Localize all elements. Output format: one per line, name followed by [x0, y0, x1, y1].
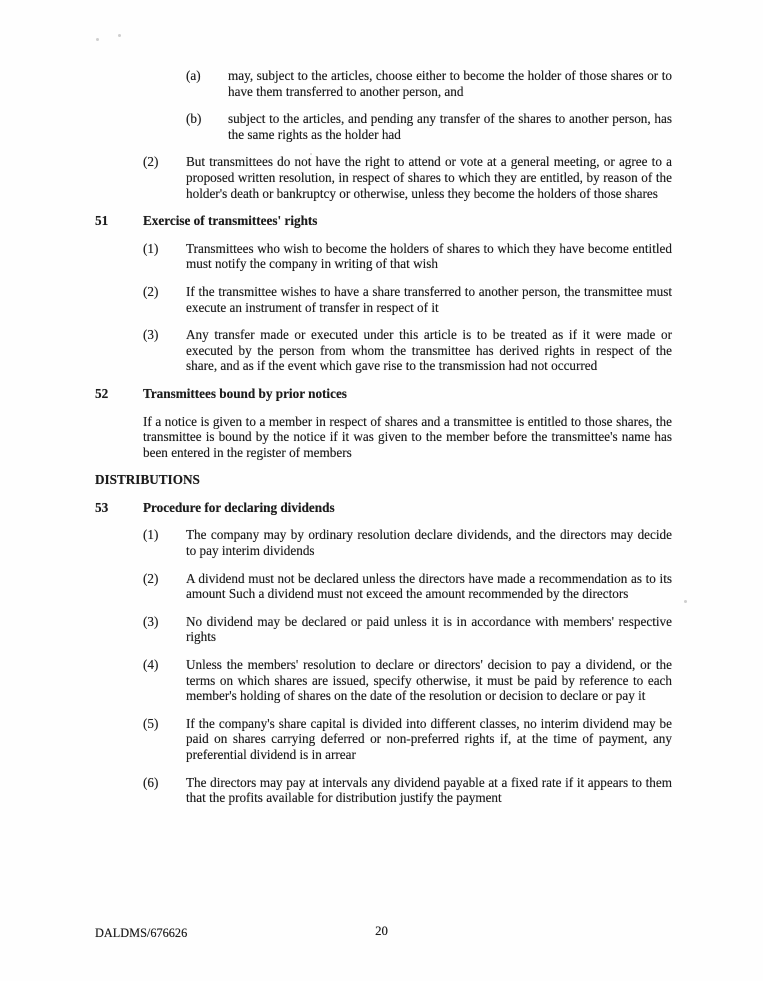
clause-text: Transmittees who wish to become the holders of shares to which they have become entitled must notify the company in writing of that wish	[186, 240, 672, 272]
clause-paragraph-52	[143, 414, 672, 461]
clause-item-51-3	[143, 327, 672, 374]
clause-item-53-1	[143, 527, 672, 558]
section-title: Transmittees bound by prior notices	[143, 385, 347, 401]
clause-text: No dividend may be declared or paid unless it is in accordance with members' respective rights	[186, 613, 672, 645]
section-53-heading	[95, 500, 672, 516]
clause-item-53-2	[143, 571, 672, 602]
distributions-heading	[95, 472, 672, 488]
clause-text: If a notice is given to a member in respect of shares and a transmittee is entitled to those shares, the transmittee is bound by the notice if it was given to the member before the transmittee's name has been entered in the register of members	[143, 413, 672, 460]
document-page	[95, 68, 672, 818]
clause-item-2	[143, 154, 672, 201]
scan-speck	[96, 38, 99, 41]
clause-sub-item-a	[186, 68, 672, 99]
clause-text: But transmittees do not have the right to attend or vote at a general meeting, or agree to a proposed written resolution, in respect of shares to which they are entitled, by reason of the holder's death or bankruptcy or otherwise, unless they become the holders of those shares	[186, 154, 672, 201]
clause-label: (5)	[143, 715, 159, 731]
clause-label: (1)	[143, 527, 159, 543]
clause-label: (2)	[143, 570, 159, 586]
clause-label: (a)	[186, 68, 201, 83]
section-title: Procedure for declaring dividends	[143, 499, 335, 515]
heading-text: DISTRIBUTIONS	[95, 472, 200, 488]
document-reference: DALDMS/676626	[95, 926, 188, 940]
clause-item-53-6	[143, 775, 672, 806]
clause-text: subject to the articles, and pending any transfer of the shares to another person, has the same rights as the holder had	[228, 111, 672, 142]
clause-text: If the transmittee wishes to have a share transferred to another person, the transmittee must execute an instrument of transfer in respect of it	[186, 283, 672, 315]
clause-item-53-3	[143, 614, 672, 645]
section-51-heading	[95, 213, 672, 229]
section-title: Exercise of transmittees' rights	[143, 213, 318, 229]
clause-label: (2)	[143, 283, 159, 299]
section-52-heading	[95, 386, 672, 402]
clause-label: (b)	[186, 111, 202, 127]
clause-label: (6)	[143, 774, 159, 790]
scan-speck	[310, 153, 312, 155]
clause-label: (3)	[143, 613, 159, 629]
clause-label: (4)	[143, 657, 159, 673]
section-number: 51	[95, 213, 109, 229]
page-number: 20	[375, 924, 388, 938]
scan-speck	[684, 600, 687, 603]
clause-text: The directors may pay at intervals any dividend payable at a fixed rate if it appears to them that the profits available for distribution justify the payment	[186, 774, 672, 806]
clause-text: Any transfer made or executed under this article is to be treated as if it were made or executed by the person from whom the transmittee has derived rights in respect of the share, and as if the event which gave rise to the transmission had not occurred	[186, 327, 672, 374]
clause-sub-item-b	[186, 111, 672, 142]
section-number: 52	[95, 385, 109, 401]
clause-text: A dividend must not be declared unless the directors have made a recommendation as to its amount Such a dividend must not exceed the amount recommended by the directors	[186, 570, 672, 602]
clause-item-53-4	[143, 657, 672, 704]
section-number: 53	[95, 499, 109, 515]
clause-item-53-5	[143, 716, 672, 763]
clause-text: may, subject to the articles, choose either to become the holder of those shares or to have them transferred to another person, and	[228, 68, 672, 99]
clause-text: Unless the members' resolution to declare or directors' decision to pay a dividend, or the terms on which shares are issued, specify otherwise, it must be paid by reference to each member's holding of shares on the date of the resolution or decision to declare or pay it	[186, 657, 672, 704]
clause-item-51-1	[143, 241, 672, 272]
scan-speck	[118, 34, 121, 37]
clause-label: (1)	[143, 240, 159, 256]
clause-text: The company may by ordinary resolution declare dividends, and the directors may decide to pay interim dividends	[186, 527, 672, 559]
clause-item-51-2	[143, 284, 672, 315]
clause-label: (2)	[143, 154, 159, 170]
clause-text: If the company's share capital is divided into different classes, no interim dividend may be paid on shares carrying deferred or non-preferred rights if, at the time of payment, any preferential dividend is in arrear	[186, 715, 672, 762]
clause-label: (3)	[143, 327, 159, 343]
